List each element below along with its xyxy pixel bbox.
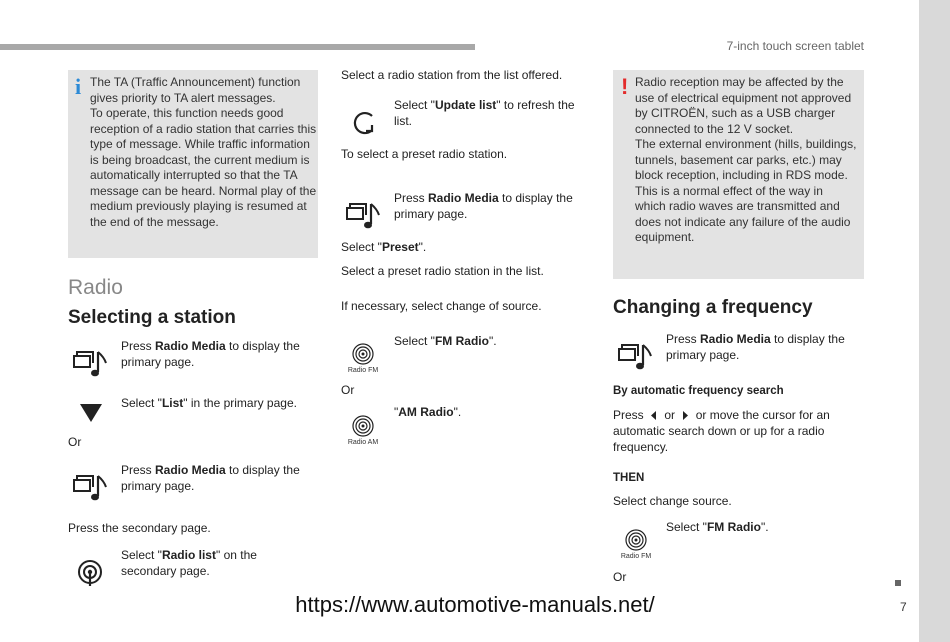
step-press-radio-media-4: Press Radio Media to display the primary page.: [666, 332, 845, 362]
then-label: THEN: [613, 472, 645, 484]
radio-am-label: Radio AM: [347, 439, 379, 446]
preset-list-text: Select a preset radio station in the list.: [341, 264, 544, 278]
radio-media-icon: [346, 200, 382, 230]
or-label: Or: [68, 435, 82, 449]
info-icon: i: [75, 74, 82, 99]
radio-list-icon: [77, 559, 103, 587]
auto-search-text: Press or or move the cursor for an automatic search down or up for a radio frequency.: [613, 408, 830, 454]
step-select-radio-list: Select "Radio list" on the secondary page.: [121, 548, 257, 578]
select-preset: Select "Preset".: [341, 240, 427, 254]
radio-fm-label: Radio FM: [347, 367, 379, 374]
auto-search-title: By automatic frequency search: [613, 385, 784, 397]
radio-am-icon: [343, 415, 383, 446]
radio-media-icon: [73, 472, 109, 502]
step-update-list: Select "Update list" to refresh the list.: [394, 98, 575, 128]
step-press-radio-media: Press Radio Media to display the primary page.: [121, 339, 300, 369]
refresh-icon: [351, 109, 379, 135]
heading-selecting-station: Selecting a station: [68, 307, 236, 328]
or-label-2: Or: [341, 383, 355, 397]
header-title: 7-inch touch screen tablet: [726, 39, 864, 53]
section-title: Radio: [68, 276, 123, 299]
footer-url[interactable]: https://www.automotive-manuals.net/: [295, 592, 655, 617]
heading-changing-frequency: Changing a frequency: [613, 297, 813, 318]
preset-intro: To select a preset radio station.: [341, 147, 508, 161]
header-bar: [0, 44, 475, 50]
radio-fm-icon: [343, 343, 383, 374]
change-source-text-2: Select change source.: [613, 494, 732, 508]
step-select-fm-2: Select "FM Radio".: [666, 520, 769, 534]
arrow-right-icon: [681, 411, 689, 420]
info-box-text: The TA (Traffic Announcement) function gives priority to TA alert messages. To operate, this function needs good reception of a radio station that carries this type of message. While traffic information is being broadcast, the current medium is automatically interrupted so that the TA message can be heard. Normal play of the medium previously playing is resumed at the end of the message.: [90, 75, 317, 229]
step-select-am: "AM Radio".: [394, 405, 462, 419]
page-side-strip: [919, 0, 950, 642]
step-select-fm: Select "FM Radio".: [394, 334, 497, 348]
warning-box-text: Radio reception may be affected by the use of electrical equipment not approved by CITROËN, such as a USB charger connected to the 12 V socket. The external environment (hills, buildings, tunnels, basement car parks, etc.) may block reception, including in RDS mode. This is a normal effect of the way in which radio waves are transmitted and does not indicate any failure of the audio equipment.: [635, 75, 857, 244]
step-select-list: Select "List" in the primary page.: [121, 396, 297, 410]
or-label-3: Or: [613, 570, 627, 584]
page-number: 7: [900, 600, 907, 614]
radio-media-icon: [618, 341, 654, 371]
warning-icon: !: [621, 74, 629, 99]
select-from-list: Select a radio station from the list offered.: [341, 68, 563, 82]
arrow-left-icon: [650, 411, 658, 420]
radio-fm-icon: [616, 529, 656, 560]
step-press-radio-media-2: Press Radio Media to display the primary page.: [121, 463, 300, 493]
list-triangle-icon: [79, 403, 103, 423]
step-press-radio-media-3: Press Radio Media to display the primary page.: [394, 191, 573, 221]
press-secondary-page: Press the secondary page.: [68, 521, 211, 535]
radio-fm-label-2: Radio FM: [620, 553, 652, 560]
change-source-text: If necessary, select change of source.: [341, 299, 542, 313]
section-marker: [895, 580, 901, 586]
radio-media-icon: [73, 348, 109, 378]
